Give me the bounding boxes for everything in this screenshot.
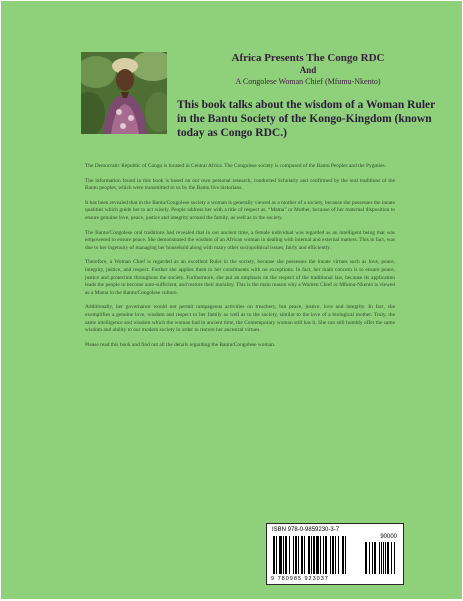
barcode-bars (267, 524, 403, 584)
book-title: Africa Presents The Congo RDC (231, 52, 385, 64)
blurb-paragraph: Additionally, her governance would not permit rampageous activities on treachery, but peace, justice, love and integrity. In fact, she exemplifies a genuine love, wisdom and respect to her family as well as to the society, similar to the love of a biological mother. Truly, the same intelligence and wisdom which the woman had in ancient time, the Contemporary woman still has it. She can still humbly offer the same wisdom and ability to our modern society in order to restore her ancestral virtues. (85, 304, 395, 334)
blurb-paragraph: Please read this book and find out all the details regarding the Bantu/Congolese woman. (85, 341, 276, 348)
price-code: 90000 (380, 534, 397, 540)
back-cover (1, 1, 462, 599)
book-subtitle: A Congolese Woman Chief (Mfumu-Nkento) (235, 77, 381, 86)
blurb-paragraph: Therefore, a Woman Chief is regarded as an excellent Ruler in the society, because she possesses the innate virtues such as love, peace, integrity, justice, and respect. Further she applies them to her constituents with no exceptions. In fact, her main concern is to ensure peace, justice and protection throughout the society. Furthermore, she put an emphasis on the respect of the traditional law, because its application leads the people to become auto-sufficient, and restore their morality. This is the main reason why a Women Chief or Mfumu-Nkento is viewed as a Mama in the Bantu/Congolese culture. (85, 259, 395, 296)
blurb-paragraph: The information found in this book is based on our own personal research, conducted Scholarly and confirmed by the oral traditions of the Bantu peoples, which were transmitted to us by the Bantu live historians. (85, 177, 395, 192)
blurb-paragraph: It has been revealed that in the Bantu/Congolese society a woman is generally viewed as a mother of a society, because she possesses the innate qualities which guide her to act wisely. People address her with a title of respect as, “Mama” or Mother, because of her maternal disposition to ensure genuine love, peace, justice and integrity around the family, as well as in the society. (85, 199, 395, 221)
author-photo (81, 52, 167, 134)
isbn-barcode (266, 523, 404, 585)
book-summary: This book talks about the wisdom of a Woman Ruler in the Bantu Society of the Kongo-Kingdom (known today as Congo RDC.) (177, 99, 436, 139)
blurb-paragraph: The Bantu/Congolese oral traditions had revealed that in our ancient time, a female individual was regarded as an intelligent being that was empowered to ensure peace. She demonstrated the wisdom of an African woman in dealing with internal and external matters. This in fact, was due to her ingenuity of managing her household along with many other sociopolitical issues, fairly and efficiently. (85, 229, 395, 251)
blurb-paragraph: The Democratic Republic of Congo is located in Central Africa. The Congolese society is composed of the Bantu Peoples and the Pygmies. (85, 163, 386, 169)
woman-portrait-image (81, 52, 167, 134)
barcode-digits: 9 780985 923037 (271, 576, 329, 582)
title-conjunction: And (299, 65, 317, 75)
blurb-text (85, 163, 395, 356)
isbn-label: ISBN 978-0-9859230-3-7 (272, 527, 340, 533)
cover-header (173, 52, 443, 140)
